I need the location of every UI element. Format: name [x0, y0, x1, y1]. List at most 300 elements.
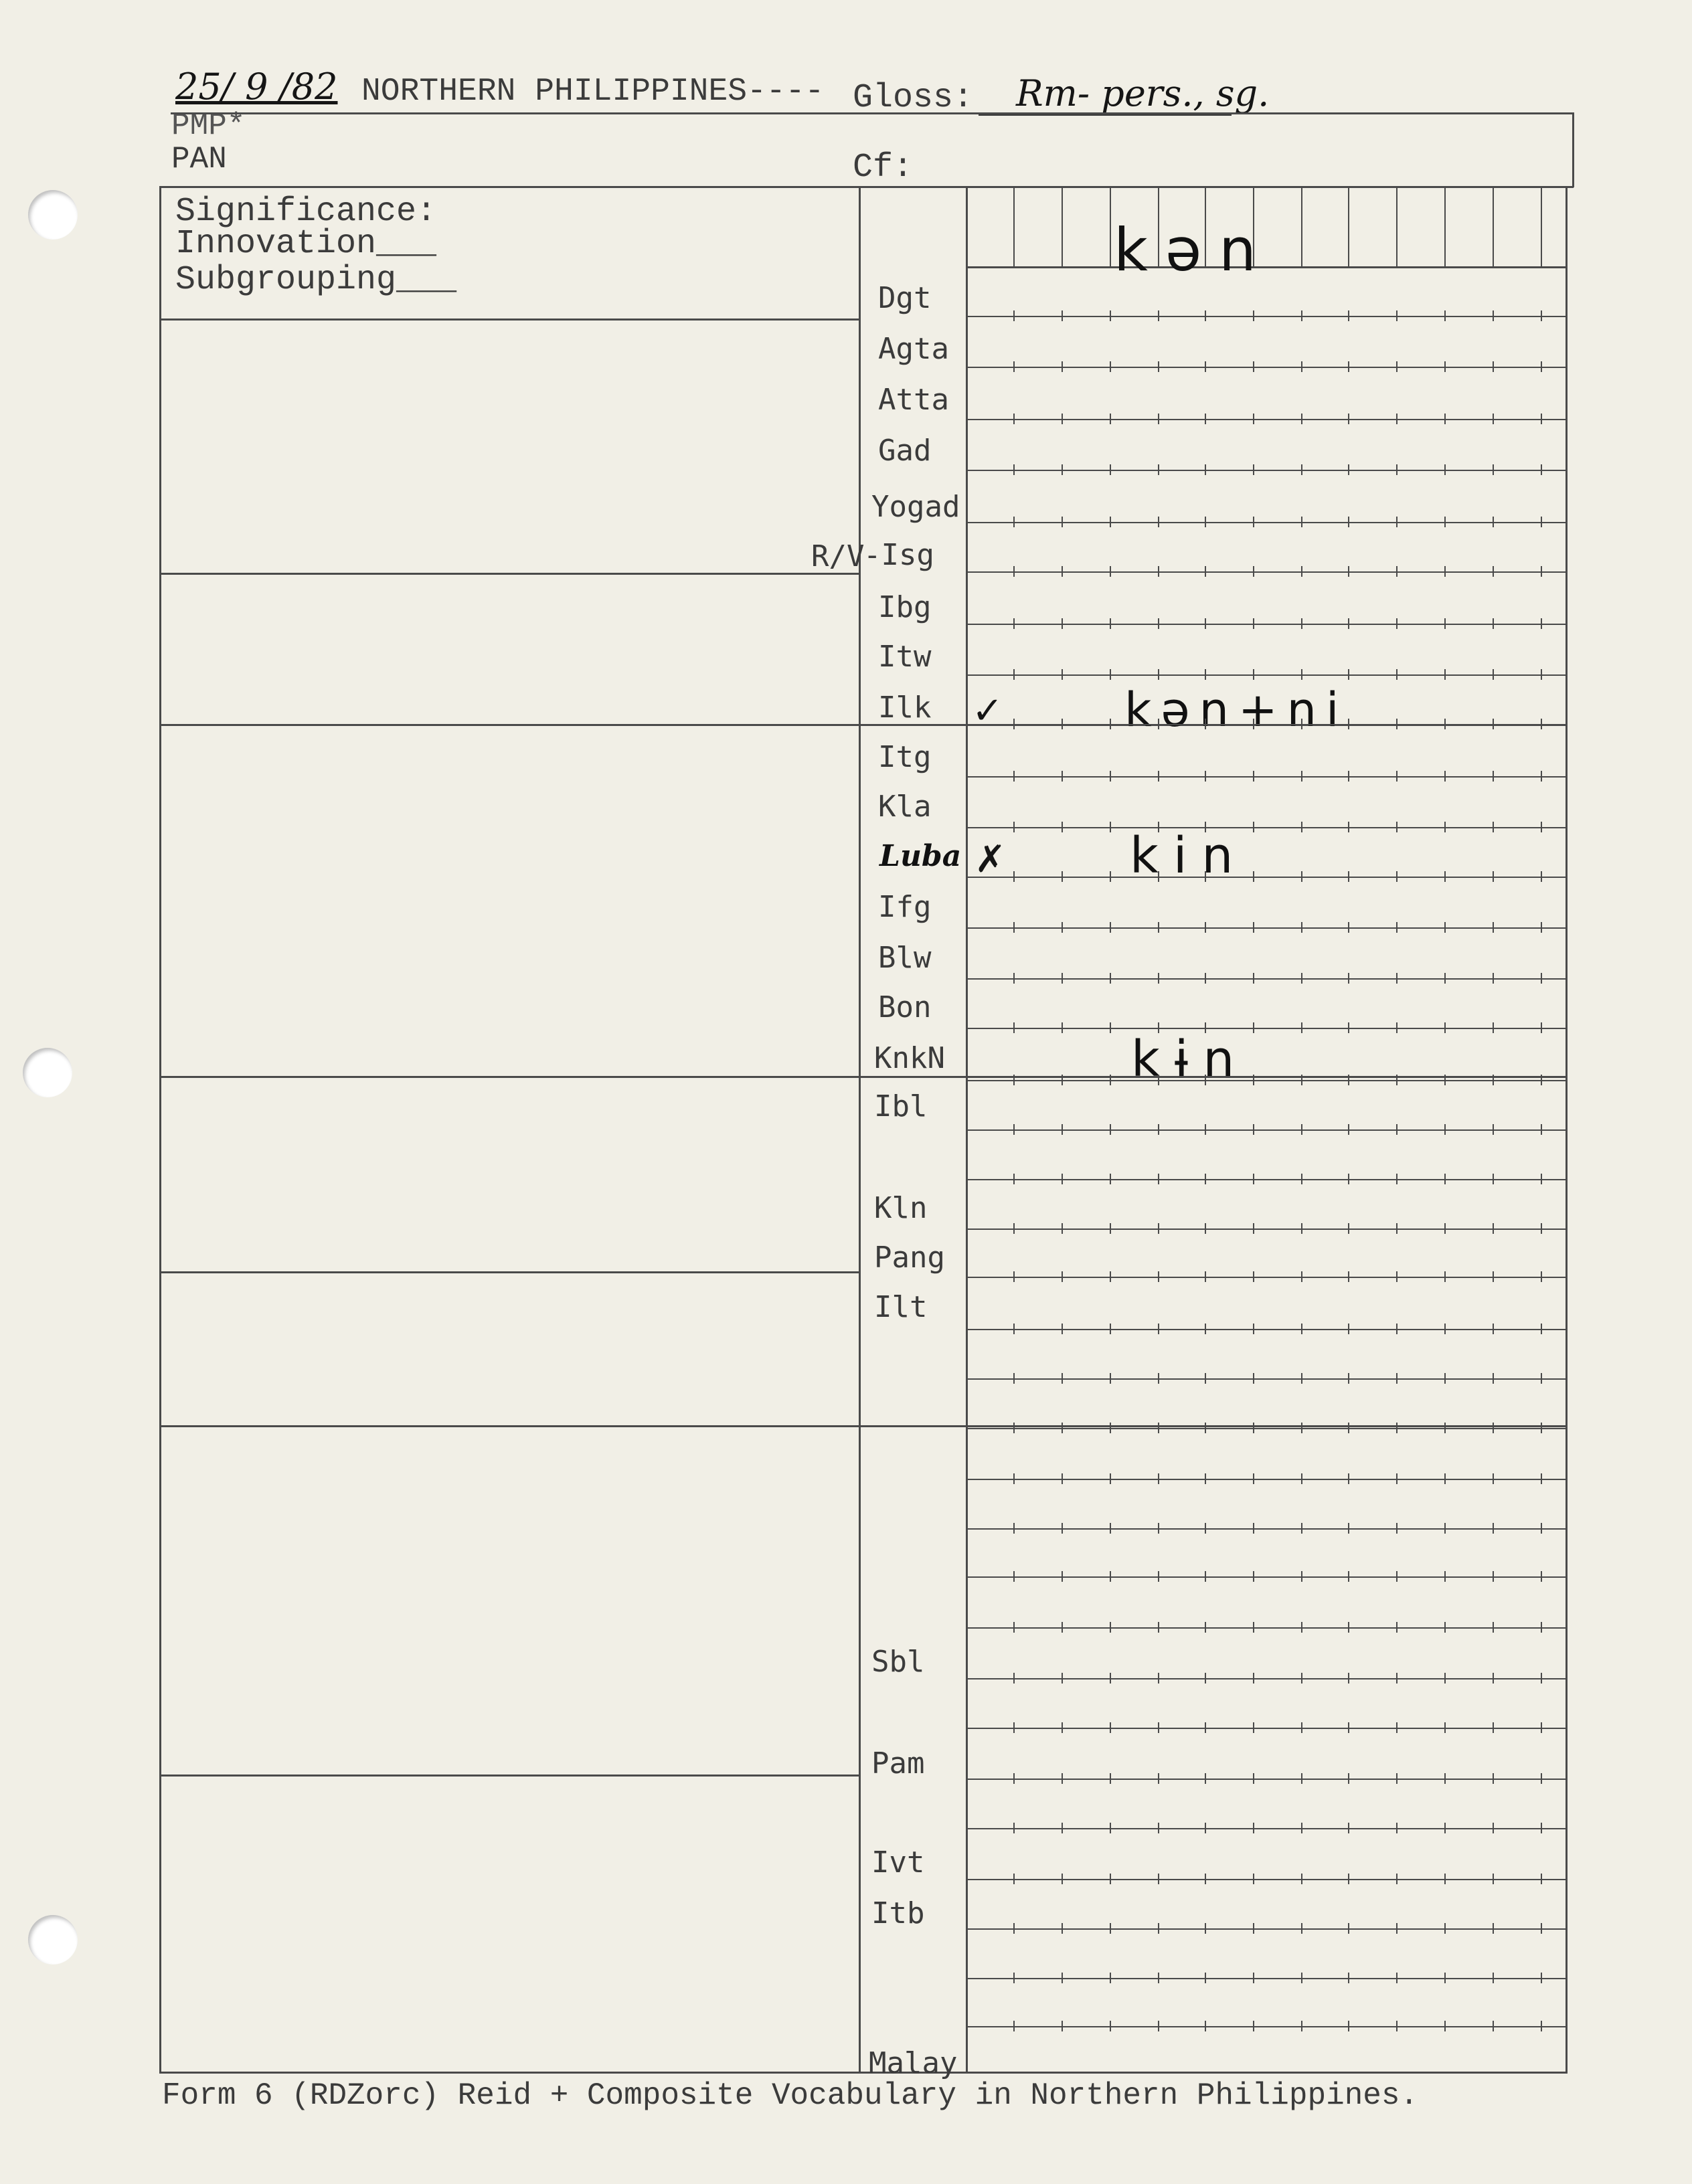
entry-line-tick [1110, 1773, 1111, 1784]
entry-line-tick [1205, 1722, 1206, 1733]
entry-line-tick [1158, 1773, 1159, 1784]
entry-line-tick [1110, 922, 1111, 933]
entry-line-tick [1110, 1174, 1111, 1184]
entry-line [966, 1576, 1567, 1578]
entry-line-tick [1348, 1571, 1349, 1582]
entry-line [966, 522, 1567, 523]
cf-label: Cf: [853, 149, 914, 187]
entry-line-tick [1158, 2021, 1159, 2031]
lang-label: Bon [878, 990, 932, 1024]
lang-label: KnkN [874, 1041, 945, 1075]
entry-line-tick [1253, 1823, 1254, 1833]
entry-line-tick [1348, 822, 1349, 832]
entry-line-tick [1205, 517, 1206, 527]
entry-line-tick [1301, 719, 1302, 729]
entry-line-tick [1062, 1223, 1063, 1234]
lang-label: Ibl [874, 1089, 928, 1123]
entry-line-tick [1541, 310, 1542, 321]
entry-line-tick [1158, 618, 1159, 629]
entry-line-tick [1062, 1874, 1063, 1884]
entry-line-tick [1062, 1622, 1063, 1633]
entry-line-tick [1062, 1973, 1063, 1983]
entry-line-tick [1062, 2021, 1063, 2031]
entry-line-tick [1541, 1075, 1542, 1085]
entry-line-tick [1396, 1271, 1398, 1282]
punch-hole-bottom [28, 1915, 78, 1965]
entry-line-tick [1013, 2021, 1015, 2031]
entry-line-tick [1301, 1973, 1302, 1983]
entry-line-tick [1013, 1373, 1015, 1384]
entry-line-tick [1493, 1473, 1494, 1484]
entry-line-tick [1158, 1874, 1159, 1884]
entry-line-tick [1541, 1973, 1542, 1983]
entry-line-tick [1205, 771, 1206, 782]
entry-line [966, 1428, 1567, 1429]
entry-line-tick [1158, 771, 1159, 782]
entry-line-tick [1158, 1423, 1159, 1433]
entry-line-tick [1062, 771, 1063, 782]
entry-line-tick [1253, 1722, 1254, 1733]
entry-line-tick [1444, 922, 1446, 933]
entry-line-tick [1444, 1075, 1446, 1085]
entry-line-tick [1396, 1923, 1398, 1934]
entry-line-tick [1541, 1722, 1542, 1733]
entry-line-tick [1348, 1324, 1349, 1334]
entry-line-tick [1444, 1523, 1446, 1534]
lang-label: Kla [878, 790, 932, 824]
form-date: 25/ 9 /82 [175, 66, 338, 108]
entry-line-tick [1013, 1423, 1015, 1433]
entry-line-tick [1205, 1874, 1206, 1884]
entry-line-tick [1253, 1622, 1254, 1633]
entry-line-tick [1541, 669, 1542, 680]
entry-line-tick [1013, 1174, 1015, 1184]
entry-line [966, 571, 1567, 573]
entry-line-tick [1205, 618, 1206, 629]
entry-line-tick [1541, 517, 1542, 527]
entry-line-tick [1301, 1022, 1302, 1033]
entry-line [966, 1228, 1567, 1230]
entry-line-tick [1158, 517, 1159, 527]
entry-line-tick [1013, 1923, 1015, 1934]
lang-label: Ibg [878, 590, 932, 624]
entry-line-tick [1348, 464, 1349, 475]
lang-label: Ivt [871, 1845, 925, 1880]
entry-line-tick [1062, 1271, 1063, 1282]
proto-cell-divider [1301, 187, 1302, 266]
entry-line-tick [1301, 1823, 1302, 1833]
entry-line-tick [1013, 1773, 1015, 1784]
entry-line-tick [1253, 1473, 1254, 1484]
entry-line [966, 1627, 1567, 1629]
region-title: NORTHERN PHILIPPINES---- [361, 74, 825, 110]
entry-line-tick [1301, 310, 1302, 321]
entry-line-tick [1444, 1673, 1446, 1683]
entry-line-tick [1205, 1523, 1206, 1534]
entry-line-tick [1110, 361, 1111, 372]
proto-form: kən [1114, 215, 1274, 284]
proto-cell-divider [1444, 187, 1446, 266]
entry-line-tick [1541, 1622, 1542, 1633]
entry-line [966, 827, 1567, 828]
entry-line-tick [1396, 310, 1398, 321]
entry-line-tick [1301, 1622, 1302, 1633]
entry-line-tick [1493, 618, 1494, 629]
entry-line-tick [1444, 310, 1446, 321]
entry-line [966, 776, 1567, 778]
entry-line-tick [1158, 1473, 1159, 1484]
entry-line-tick [1493, 771, 1494, 782]
entry-line-tick [1444, 464, 1446, 475]
entry-line-tick [1013, 1271, 1015, 1282]
entry-line-tick [1110, 1673, 1111, 1683]
entry-line-tick [1348, 1075, 1349, 1085]
entry-line-tick [1348, 669, 1349, 680]
proto-cell-divider [1110, 187, 1111, 266]
entry-line-tick [1158, 822, 1159, 832]
entry-line-tick [1158, 669, 1159, 680]
entry-line-tick [1444, 1373, 1446, 1384]
entry-line-tick [1348, 1124, 1349, 1135]
entry-line-tick [1013, 566, 1015, 577]
entry-line-tick [1348, 1923, 1349, 1934]
lang-label: Ilt [874, 1290, 928, 1324]
entry-line-tick [1013, 361, 1015, 372]
entry-line-tick [1110, 618, 1111, 629]
entry-line-tick [1348, 1473, 1349, 1484]
form-top-rule [161, 186, 1574, 188]
entry-line [966, 1179, 1567, 1180]
proto-cell-divider [1541, 187, 1542, 266]
section-divider-7 [159, 1774, 859, 1777]
entry-line-tick [1493, 1923, 1494, 1934]
entry-line-tick [1062, 618, 1063, 629]
entry-line-tick [1348, 1174, 1349, 1184]
entry-line-tick [1348, 361, 1349, 372]
proto-cell-divider [1396, 187, 1398, 266]
entry-line-tick [1396, 464, 1398, 475]
entry-line-tick [1301, 464, 1302, 475]
entry-line-tick [1013, 414, 1015, 424]
entry-line-tick [1348, 719, 1349, 729]
entry-line-tick [1062, 361, 1063, 372]
entry-line-tick [1013, 1523, 1015, 1534]
entry-line-tick [1493, 1874, 1494, 1884]
entry-line-tick [1348, 414, 1349, 424]
lang-label: Itw [878, 640, 932, 674]
entry-line-tick [1253, 1324, 1254, 1334]
entry-line-tick [1013, 1075, 1015, 1085]
entry-line-tick [1493, 1423, 1494, 1433]
entry-line-tick [1062, 1022, 1063, 1033]
entry-line-tick [1110, 1124, 1111, 1135]
entry-line-tick [1396, 1622, 1398, 1633]
section-divider-4 [159, 1076, 1568, 1078]
entry-line-tick [1493, 822, 1494, 832]
entry-line-tick [1013, 822, 1015, 832]
entry-line-tick [1396, 1673, 1398, 1683]
entry-line-tick [1110, 822, 1111, 832]
entry-line-tick [1301, 1373, 1302, 1384]
proto-cell-divider [1062, 187, 1063, 266]
entry-line-tick [1493, 566, 1494, 577]
entry-line-tick [1444, 719, 1446, 729]
entry-line-tick [1110, 1622, 1111, 1633]
entry-line-tick [1110, 310, 1111, 321]
entry-line-tick [1110, 1523, 1111, 1534]
entry-line-tick [1253, 1423, 1254, 1433]
entry-line-tick [1541, 822, 1542, 832]
entry-line-tick [1444, 871, 1446, 882]
entry-line-tick [1205, 1223, 1206, 1234]
entry-line-tick [1158, 1124, 1159, 1135]
entry-line-tick [1158, 1174, 1159, 1184]
entry-line-tick [1444, 771, 1446, 782]
entry-line-tick [1301, 1124, 1302, 1135]
entry-line-tick [1253, 669, 1254, 680]
entry-line-tick [1301, 1923, 1302, 1934]
entry-line-tick [1301, 2021, 1302, 2031]
entry-line-tick [1062, 1722, 1063, 1733]
entry-line-tick [1013, 1874, 1015, 1884]
lang-label: Blw [878, 941, 932, 975]
entry-line-tick [1301, 1271, 1302, 1282]
entry-line-tick [1444, 1874, 1446, 1884]
language-column-left-rule [859, 186, 861, 2073]
punch-hole-middle [23, 1048, 72, 1097]
entry-line-tick [1205, 1673, 1206, 1683]
entry-line-tick [1253, 414, 1254, 424]
handwritten-form: kən+ni [1124, 682, 1349, 737]
entry-line-tick [1013, 1622, 1015, 1633]
entry-line-tick [1062, 1075, 1063, 1085]
entry-line-tick [1110, 2021, 1111, 2031]
entry-line-tick [1541, 414, 1542, 424]
entry-line-tick [1348, 618, 1349, 629]
entry-line [966, 470, 1567, 471]
entry-line-tick [1301, 1673, 1302, 1683]
entry-line-tick [1158, 1324, 1159, 1334]
entry-line-tick [1013, 1823, 1015, 1833]
entry-line-tick [1493, 517, 1494, 527]
entry-line-tick [1541, 771, 1542, 782]
entry-line-tick [1062, 719, 1063, 729]
entry-line-tick [1062, 1324, 1063, 1334]
entry-line-tick [1205, 669, 1206, 680]
entry-line-tick [1158, 1271, 1159, 1282]
lang-label: Itb [871, 1896, 925, 1930]
entry-line-tick [1110, 1823, 1111, 1833]
entry-line-tick [1110, 1075, 1111, 1085]
lang-label: Pam [871, 1746, 925, 1781]
entry-line-tick [1110, 1271, 1111, 1282]
entry-line-tick [1541, 922, 1542, 933]
lang-label: Sbl [871, 1645, 925, 1679]
entry-line-tick [1396, 517, 1398, 527]
entry-line-tick [1348, 1773, 1349, 1784]
entry-line-tick [1444, 1324, 1446, 1334]
entry-line-tick [1110, 464, 1111, 475]
entry-line-tick [1205, 1075, 1206, 1085]
entry-line-tick [1013, 1223, 1015, 1234]
entry-line-tick [1253, 1124, 1254, 1135]
entry-line-tick [1301, 618, 1302, 629]
entry-line-tick [1444, 822, 1446, 832]
entry-line-tick [1158, 1823, 1159, 1833]
entry-line-tick [1110, 1223, 1111, 1234]
lang-label: Kln [874, 1191, 928, 1225]
entry-line-tick [1062, 1473, 1063, 1484]
entry-line-tick [1205, 1823, 1206, 1833]
entry-line-tick [1541, 2021, 1542, 2031]
lang-label: Ifg [878, 890, 932, 924]
entry-line-tick [1444, 361, 1446, 372]
form-footer: Form 6 (RDZorc) Reid + Composite Vocabulary in Northern Philippines. [162, 2078, 1419, 2113]
entry-line-tick [1396, 1773, 1398, 1784]
entry-line-tick [1205, 922, 1206, 933]
entry-line [966, 1479, 1567, 1480]
lang-label: Yogad [871, 490, 960, 524]
entry-line-tick [1013, 1673, 1015, 1683]
entry-line-tick [1205, 310, 1206, 321]
entry-line [966, 624, 1567, 625]
entry-line [966, 367, 1567, 368]
entry-line-tick [1205, 1973, 1206, 1983]
entry-line-tick [1205, 719, 1206, 729]
entry-line-tick [1158, 1973, 1159, 1983]
entry-line-tick [1110, 1874, 1111, 1884]
pan-label: PAN [171, 142, 227, 177]
entry-line-tick [1396, 1124, 1398, 1135]
entry-line-tick [1396, 618, 1398, 629]
entry-line-tick [1493, 1973, 1494, 1983]
entry-line-tick [1541, 1673, 1542, 1683]
header-top-rule [171, 112, 1574, 114]
entry-line-tick [1396, 414, 1398, 424]
entry-line-tick [1110, 1022, 1111, 1033]
entry-line-tick [1444, 1223, 1446, 1234]
entry-line-tick [1444, 973, 1446, 984]
entry-line-tick [1013, 1473, 1015, 1484]
entry-line-tick [1158, 922, 1159, 933]
entry-line-tick [1301, 361, 1302, 372]
entry-line [966, 1080, 1567, 1081]
entry-line-tick [1013, 1324, 1015, 1334]
punch-hole-top [28, 190, 78, 240]
section-divider-1 [159, 318, 859, 321]
entry-line-tick [1253, 1373, 1254, 1384]
entry-line-tick [1301, 922, 1302, 933]
entry-line [966, 316, 1567, 317]
entry-line-tick [1253, 1973, 1254, 1983]
entry-line [966, 978, 1567, 980]
entry-line-tick [1493, 922, 1494, 933]
entry-line-tick [1301, 1473, 1302, 1484]
entry-line-tick [1348, 310, 1349, 321]
entry-line-tick [1013, 719, 1015, 729]
entry-line-tick [1444, 669, 1446, 680]
entry-line-tick [1396, 2021, 1398, 2031]
lang-label: Luba [879, 839, 962, 873]
entry-line-tick [1541, 973, 1542, 984]
entry-line-tick [1493, 1823, 1494, 1833]
entry-line-tick [1444, 1823, 1446, 1833]
entry-line-tick [1301, 871, 1302, 882]
entry-line-tick [1158, 1571, 1159, 1582]
entry-line-tick [1013, 1124, 1015, 1135]
entry-line-tick [1158, 1673, 1159, 1683]
entry-line-tick [1396, 1722, 1398, 1733]
entry-line-tick [1205, 1773, 1206, 1784]
entry-line-tick [1013, 1722, 1015, 1733]
entry-line-tick [1062, 1523, 1063, 1534]
entry-line [966, 1129, 1567, 1131]
entry-line-tick [1444, 1923, 1446, 1934]
lang-label: -Isg [863, 538, 934, 572]
entry-line [966, 1028, 1567, 1029]
entry-line [966, 1728, 1567, 1729]
entry-line-tick [1013, 973, 1015, 984]
entry-line-tick [1541, 566, 1542, 577]
entry-line-tick [1205, 1324, 1206, 1334]
entry-line-tick [1396, 973, 1398, 984]
entry-line-tick [1253, 922, 1254, 933]
entry-line-tick [1396, 822, 1398, 832]
entry-line-tick [1396, 669, 1398, 680]
entry-line-tick [1205, 973, 1206, 984]
entry-line-tick [1301, 414, 1302, 424]
entry-line-tick [1541, 1571, 1542, 1582]
entry-line-tick [1493, 973, 1494, 984]
entry-line-tick [1541, 1324, 1542, 1334]
entry-line-tick [1493, 669, 1494, 680]
entry-line-tick [1062, 922, 1063, 933]
gloss-label: Gloss: [853, 79, 974, 117]
entry-line-tick [1493, 871, 1494, 882]
entry-line-tick [1541, 1923, 1542, 1934]
header-right-rule [1572, 112, 1574, 187]
entry-line-tick [1253, 361, 1254, 372]
innovation-label: Innovation___ [175, 225, 437, 263]
entry-line-tick [1158, 310, 1159, 321]
entry-line-tick [1110, 517, 1111, 527]
entry-line-tick [1541, 1223, 1542, 1234]
entry-line-tick [1205, 1373, 1206, 1384]
form-left-rule [159, 186, 161, 2073]
entry-line-tick [1348, 1722, 1349, 1733]
gloss-value: Rm- pers., sg. [1016, 72, 1270, 114]
entry-line-tick [1158, 1075, 1159, 1085]
entry-line-tick [1493, 1722, 1494, 1733]
entry-line-tick [1110, 1923, 1111, 1934]
entry-line-tick [1444, 566, 1446, 577]
section-divider-2 [159, 573, 859, 575]
entry-line-tick [1444, 414, 1446, 424]
entry-line-tick [1396, 1523, 1398, 1534]
entry-line-tick [1205, 1622, 1206, 1633]
entry-line-tick [1205, 414, 1206, 424]
entry-line-tick [1158, 871, 1159, 882]
entry-line-tick [1062, 1373, 1063, 1384]
entry-line-tick [1110, 973, 1111, 984]
entry-line-tick [1444, 1423, 1446, 1433]
form-bottom-rule [159, 2072, 1568, 2074]
entry-line-tick [1541, 1473, 1542, 1484]
entry-line [966, 724, 1567, 725]
section-divider-6 [159, 1425, 1568, 1427]
entry-line [966, 1928, 1567, 1930]
entry-line-tick [1348, 1022, 1349, 1033]
